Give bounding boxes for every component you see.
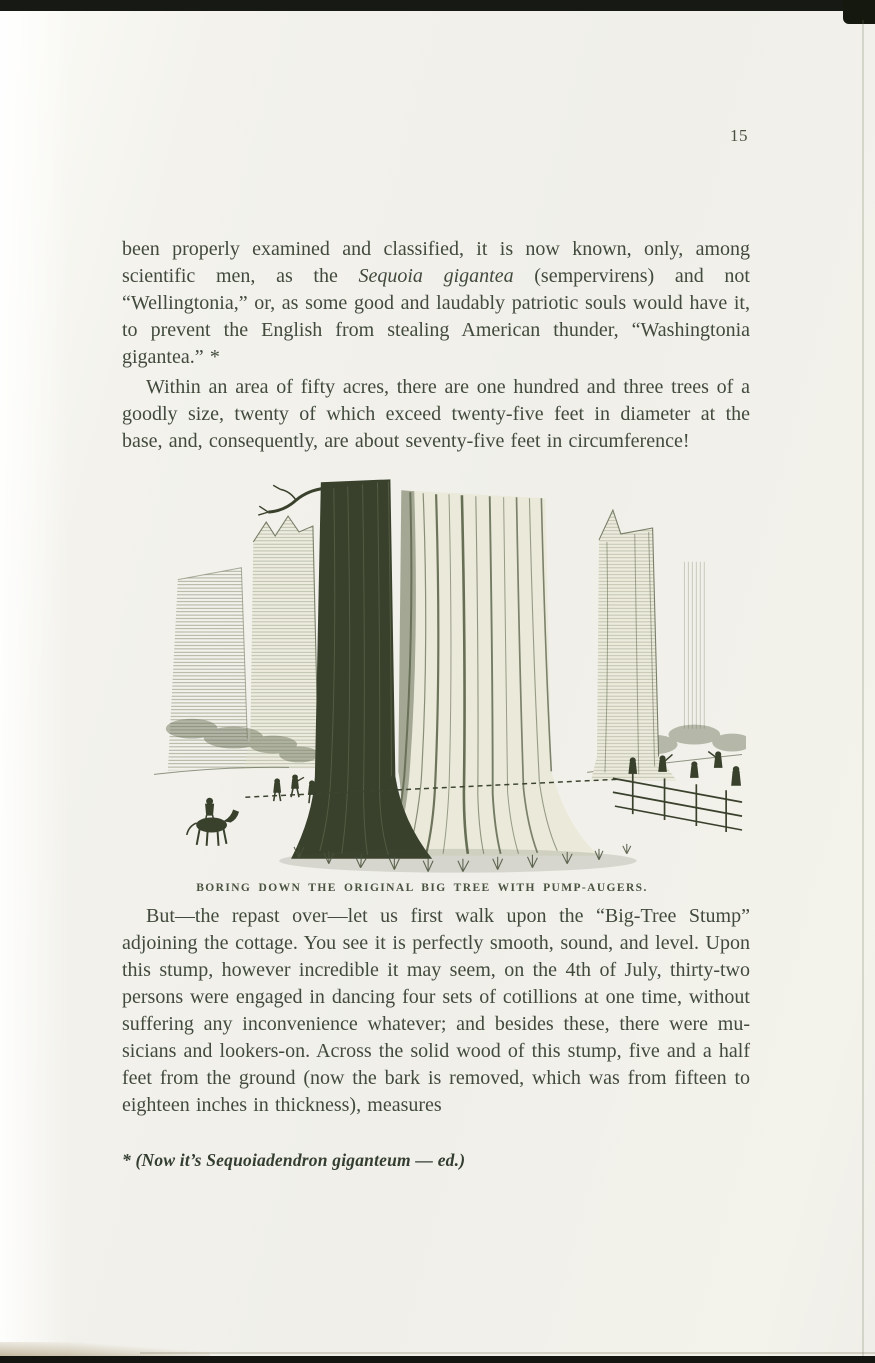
horse-and-rider (187, 798, 239, 846)
paragraph-text: been properly examined and classified, it is now known, only, among scientific men, as the (122, 238, 750, 287)
species-name-italic: Sequoia gigantea (358, 265, 514, 287)
workers-left (274, 775, 316, 803)
page-bottom-crease (140, 1352, 875, 1354)
paragraph-classification (122, 236, 750, 371)
editor-footnote: * (Now it’s Sequoiadendron giganteum — ed.) (122, 1150, 466, 1170)
paragraph-big-tree-stump: But—the repast over—let us first walk upon the “Big-Tree Stump” adjoining the cottage. You see it is perfectly smooth, sound, and level. Upon this stump, however incredible it may seem, on the 4th of July, thirty-two persons were engaged in dancing four sets of cotillions at one time, without suffering any inconvenience whatever; and besides these, there were mu-sicians and lookers-on. Across the solid wood of this stump, five and a half feet from the ground (now the bark is removed, which was from fifteen to eighteen inches in thickness), measures (122, 905, 750, 1116)
paragraph-fifty-acres: Within an area of fifty acres, there are one hundred and three trees of a goodly size, twenty of which exceed twenty-five feet in diameter at the base, and, consequently, are about seventy-five feet in circumference! (122, 376, 750, 452)
big-tree-engraving (150, 478, 746, 876)
illustration (150, 478, 746, 876)
scan-edge-top-right (843, 0, 875, 24)
page-left-highlight (0, 0, 70, 1363)
scan-edge-top (0, 0, 875, 11)
page-number: 15 (730, 126, 748, 145)
page-edge-line (862, 20, 864, 1363)
scan-edge-bottom (0, 1356, 875, 1363)
broken-branch-sprig (258, 485, 325, 515)
illustration-caption: BORING DOWN THE ORIGINAL BIG TREE WITH PUMP-AUGERS. (196, 882, 648, 894)
fence-right (613, 772, 742, 832)
paragraph-text: (sempervirens) and not “Wellingtonia,” or, as some good and laudably patriotic souls would have it, to prevent the English from stealing American thunder, “Washingtonia gigantea.” * (122, 265, 750, 368)
